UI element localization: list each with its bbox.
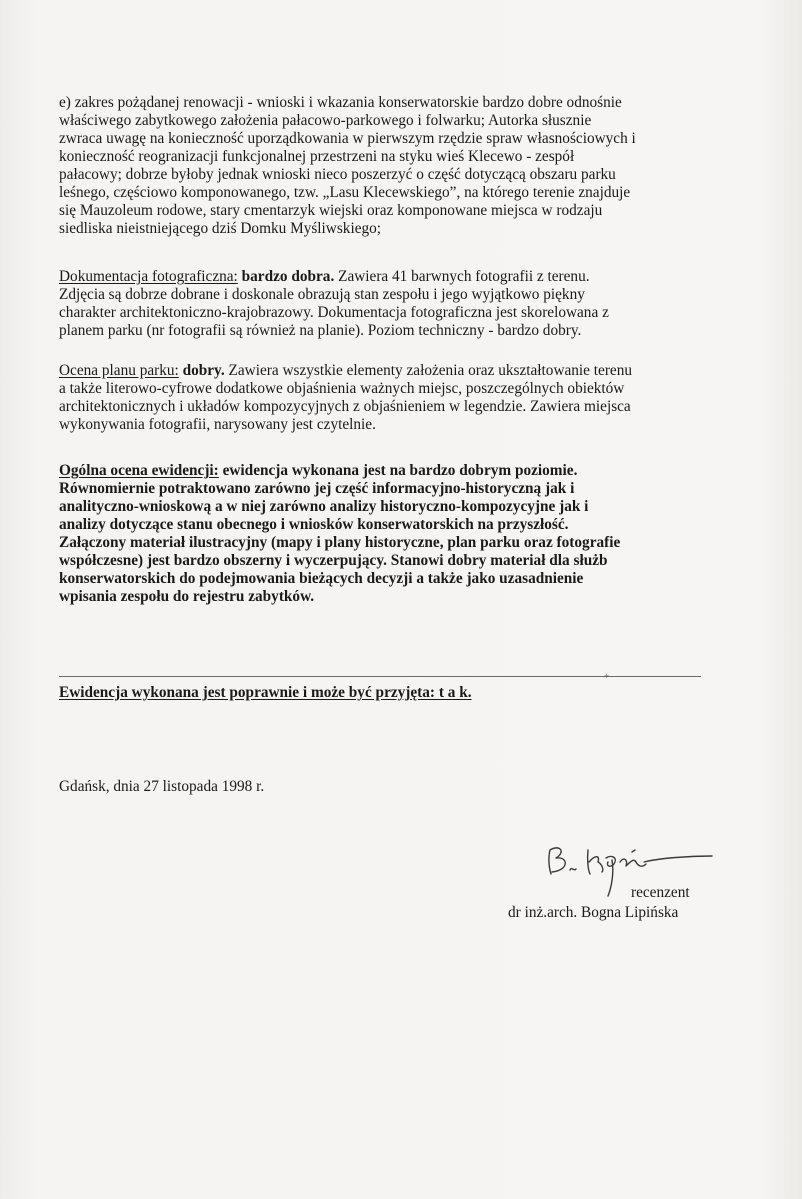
overall-assessment-paragraph: [59, 462, 711, 606]
park-plan-rating: dobry.: [182, 362, 225, 379]
divider-mark: +: [604, 671, 610, 681]
photo-documentation-label: Dokumentacja fotograficzna:: [59, 268, 238, 285]
park-plan-paragraph: [59, 362, 711, 434]
park-plan-label: Ocena planu parku:: [59, 362, 179, 379]
photo-documentation-text: Zawiera 41 barwnych fotografii z terenu. Zdjęcia są dobrze dobrane i doskonale obrazują stan zespołu i jego wyjątkowo piękny charakter architektoniczno-krajobrazowy. Dokumentacja fotograficzna jest skorelowana z planem parku (nr fotografii są również na planie). Poziom techniczny - bardzo dobry.: [59, 268, 609, 339]
conclusion-statement: Ewidencja wykonana jest poprawnie i może być przyjęta: t a k.: [59, 684, 472, 701]
handwritten-signature: [540, 836, 720, 900]
overall-assessment-label: Ogólna ocena ewidencji:: [59, 462, 219, 479]
overall-assessment-text: ewidencja wykonana jest na bardzo dobrym poziomie. Równomiernie potraktowano zarówno jej część informacyjno-historyczną jak i analityczno-wnioskową a w niej zarówno analizy historyczno-kompozycyjne jak i analizy dotyczące stanu obecnego i wniosków konserwatorskich na przyszłość. Załączony materiał ilustracyjny (mapy i plany historyczne, plan parku oraz fotografie współczesne) jest bardzo obszerny i wyczerpujący. Stanowi dobry materiał dla służb konserwatorskich do podejmowania bieżących decyzji a także jako uzasadnienie wpisania zespołu do rejestru zabytków.: [59, 462, 621, 605]
renovation-paragraph: [59, 94, 711, 238]
photo-documentation-paragraph: [59, 268, 711, 340]
place-and-date: Gdańsk, dnia 27 listopada 1998 r.: [59, 778, 265, 795]
renovation-text: e) zakres pożądanej renowacji - wnioski i wkazania konserwatorskie bardzo dobre odnośnie właściwego zabytkowego założenia pałacowo-parkowego i folwarku; Autorka słusznie zwraca uwagę na konieczność uporządkowania w pierwszym rzędzie spraw własnościowych i konieczność reogranizacji funkcjonalnej przestrzeni na styku wieś Klecewo - zespół pałacowy; dobrze byłoby jednak wnioski nieco poszerzyć o część dotyczącą obszaru parku leśnego, częściowo komponowanego, tzw. „Lasu Klecewskiego”, na którego terenie znajduje się Mauzoleum rodowe, stary cmentarzyk wiejski oraz komponowane miejsca w rodzaju siedliska nieistniejącego dziś Domku Myśliwskiego;: [59, 94, 636, 237]
photo-documentation-rating: bardzo dobra.: [241, 268, 335, 285]
reviewer-name: dr inż.arch. Bogna Lipińska: [508, 904, 679, 921]
reviewer-role: recenzent: [631, 884, 690, 901]
park-plan-text: Zawiera wszystkie elementy założenia oraz ukształtowanie terenu a także literowo-cyfrowe dodatkowe objaśnienia ważnych miejsc, poszczególnych obiektów architektonicznych i układów kompozycyjnych z objaśnieniem w legendzie. Zawiera miejsca wykonywania fotografii, narysowany jest czytelnie.: [59, 362, 633, 433]
